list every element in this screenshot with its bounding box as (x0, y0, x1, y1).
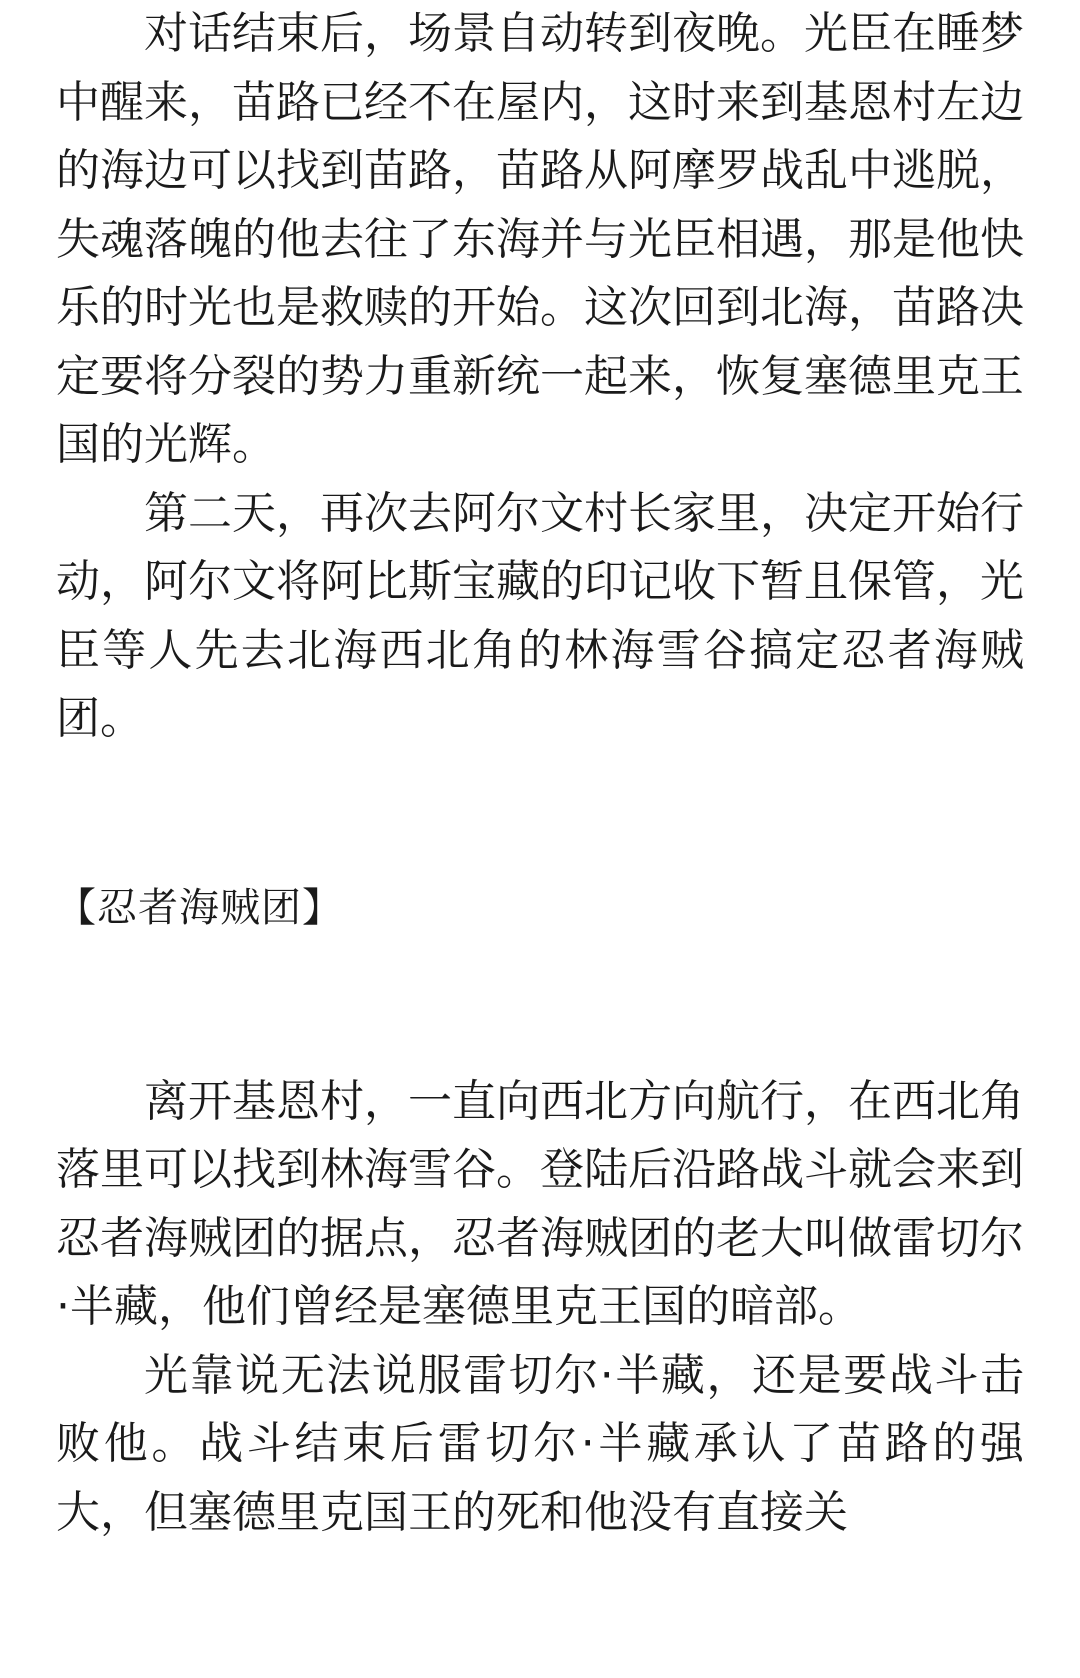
article-paragraph: 第二天，再次去阿尔文村长家里，决定开始行动，阿尔文将阿比斯宝藏的印记收下暂且保管，光臣等人先去北海西北角的林海雪谷搞定忍者海贼团。 (56, 487, 1024, 744)
section-heading: 【忍者海贼团】 (56, 884, 343, 931)
article-paragraph: 光靠说无法说服雷切尔·半藏，还是要战斗击败他。战斗结束后雷切尔·半藏承认了苗路的强大，但塞德里克国王的死和他没有直接关 (56, 1349, 1024, 1538)
article-paragraph: 对话结束后，场景自动转到夜晚。光臣在睡梦中醒来，苗路已经不在屋内，这时来到基恩村左边的海边可以找到苗路，苗路从阿摩罗战乱中逃脱，失魂落魄的他去往了东海并与光臣相遇，那是他快乐的时光也是救赎的开始。这次回到北海，苗路决定要将分裂的势力重新统一起来，恢复塞德里克王国的光辉。 (56, 8, 1024, 470)
article-body (56, 0, 1024, 1547)
article-paragraph: 离开基恩村，一直向西北方向航行，在西北角落里可以找到林海雪谷。登陆后沿路战斗就会来到忍者海贼团的据点，忍者海贼团的老大叫做雷切尔·半藏，他们曾经是塞德里克王国的暗部。 (56, 1075, 1024, 1332)
